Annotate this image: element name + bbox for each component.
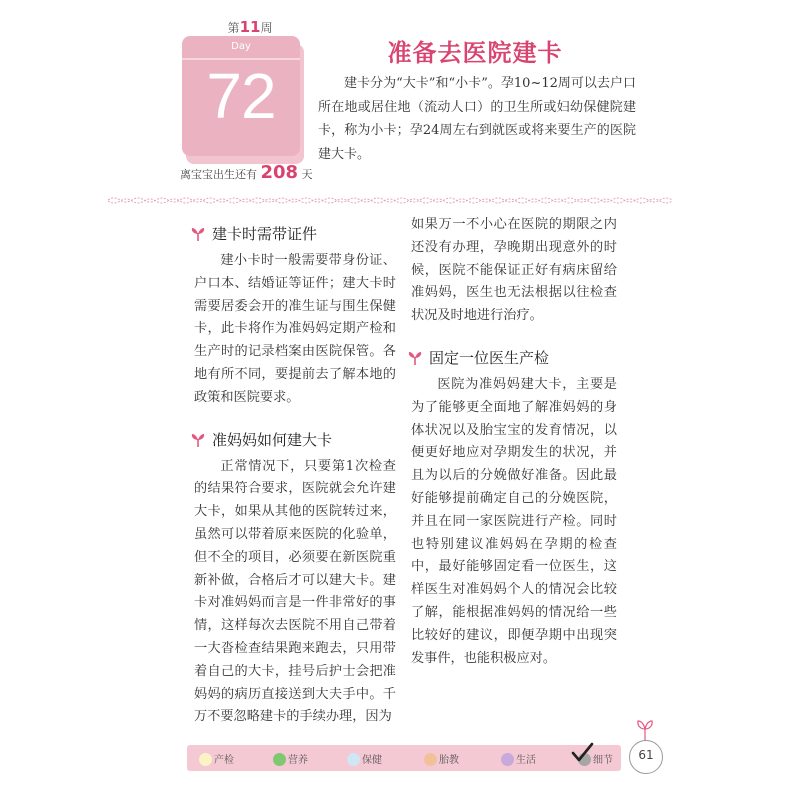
category-label: 营养 xyxy=(288,755,308,766)
countdown-value: 208 xyxy=(260,162,299,183)
category-tag-life xyxy=(501,751,536,766)
wavy-divider xyxy=(108,194,674,206)
page-number: 61 xyxy=(638,748,654,762)
continuation-paragraph: 如果万一不小心在医院的期限之内还没有办理，孕晚期出现意外的时候，医院不能保证正好有病床留给准妈妈，医生也无法根据以往检查状况及时地进行治疗。 xyxy=(411,217,617,324)
section-paragraph: 医院为准妈妈建大卡，主要是为了能够更全面地了解准妈妈的身体状况以及胎宝宝的发育情况，以便更好地应对孕期发生的状况，并且为以后的分娩做好准备。因此最好能够提前确定自己的分娩医院，并且在同一家医院进行产检。同时也特别建议准妈妈在孕期的检查中，最好能够固定看一位医生，这样医生对准妈妈个人的情况会比较了解，能根据准妈妈的情况给一些比较好的建议，即便孕期中出现突发事件，也能积极应对。 xyxy=(411,376,617,666)
section-paragraph: 建小卡时一般需要带身份证、户口本、结婚证等证件；建大卡时需要居委会开的准生证与围生保健卡，此卡将作为准妈妈定期产检和生产时的记录档案由医院保管。各地有所不同，要提前去了解本地的政策和医院要求。 xyxy=(194,253,396,405)
category-label: 细节 xyxy=(593,755,613,766)
heart-sprout-icon xyxy=(189,432,207,448)
section-heading xyxy=(194,428,396,454)
category-tag-nutrition xyxy=(273,751,308,766)
category-label: 生活 xyxy=(516,755,536,766)
section-heading xyxy=(194,222,396,248)
section-paragraph: 正常情况下，只要第1次检查的结果符合要求，医院就会允许建大卡，如果从其他的医院转过来，虽然可以带着原来医院的化验单，但不全的项目，必须要在新医院重新补做，合格后才可以建大卡。建卡对准妈妈而言是一件非常好的事情，这样每次去医院不用自己带着一大沓检查结果跑来跑去，只用带着自己的大卡，挂号后护士会把准妈妈的病历直接送到大夫手中。千万不要忽略建卡的手续办理，因为 xyxy=(194,458,396,725)
column-right xyxy=(411,214,617,670)
category-label: 产检 xyxy=(214,755,234,766)
category-dot xyxy=(347,753,360,766)
calendar-day-label: Day xyxy=(231,41,251,52)
section-heading-text: 建卡时需带证件 xyxy=(212,225,318,243)
column-left xyxy=(194,222,396,729)
category-dot xyxy=(501,753,514,766)
category-bar xyxy=(187,745,621,771)
category-dot xyxy=(273,753,286,766)
category-label: 保健 xyxy=(362,755,382,766)
countdown-suffix: 天 xyxy=(301,168,313,181)
intro-text: 建卡分为“大卡”和“小卡”。孕10~12周可以去户口所在地或居住地（流动人口）的卫生所或妇幼保健院建卡，称为小卡；孕24周左右到就医或将来要生产的医院建大卡。 xyxy=(318,76,636,162)
sprout-icon xyxy=(634,716,656,742)
category-dot xyxy=(199,753,212,766)
section-heading-text: 固定一位医生产检 xyxy=(429,348,550,367)
category-dot xyxy=(424,753,437,766)
page-title: 准备去医院建卡 xyxy=(387,38,563,67)
intro-paragraph xyxy=(318,72,636,166)
checkmark-icon xyxy=(570,742,594,764)
heart-sprout-icon xyxy=(406,350,424,366)
category-tag-prenatal-education xyxy=(424,751,459,766)
section-heading xyxy=(411,346,617,372)
category-tag-prenatal-check xyxy=(199,751,234,766)
heart-sprout-icon xyxy=(189,226,207,242)
week-prefix: 第 xyxy=(227,21,240,35)
week-suffix: 周 xyxy=(260,21,273,35)
section-heading-text: 准妈妈如何建大卡 xyxy=(212,430,333,449)
category-tag-health xyxy=(347,751,382,766)
category-label: 胎教 xyxy=(439,755,459,766)
week-label xyxy=(195,18,305,36)
birth-countdown xyxy=(180,162,313,183)
countdown-prefix: 离宝宝出生还有 xyxy=(180,168,257,181)
calendar-day-number: 72 xyxy=(206,60,276,132)
week-number: 11 xyxy=(239,18,261,36)
